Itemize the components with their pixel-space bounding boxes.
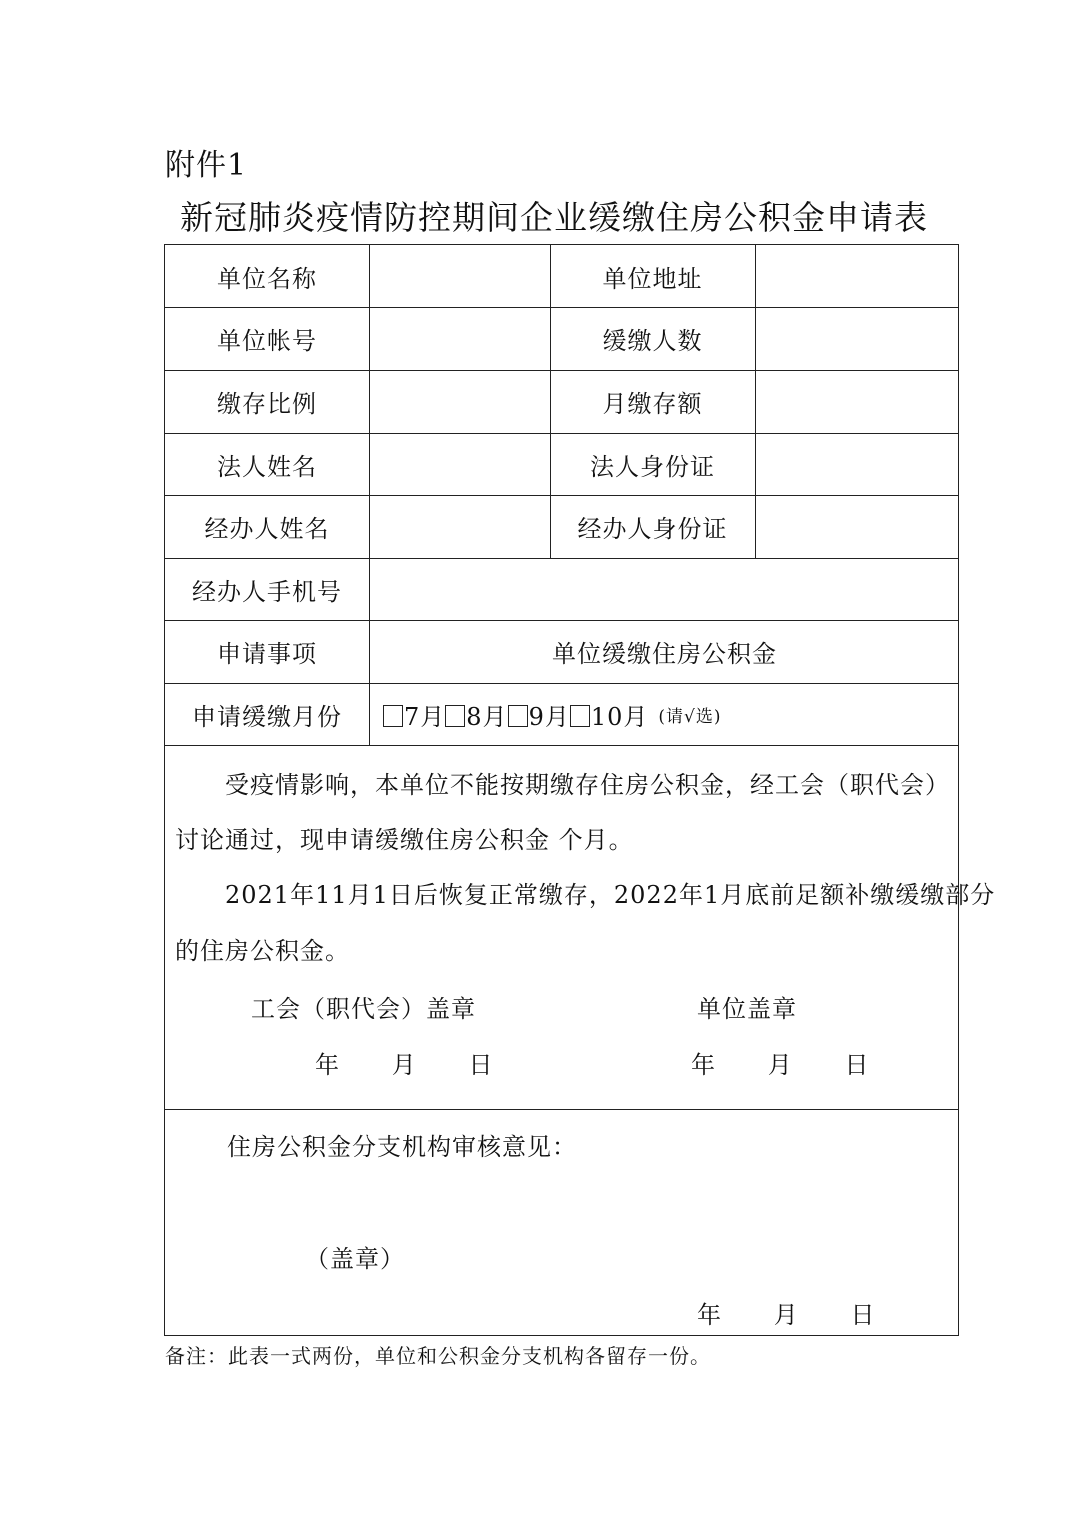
label-contribution-ratio: 缴存比例: [217, 390, 317, 418]
application-form-table: [164, 244, 996, 1336]
union-seal-label: 工会（职代会）盖章: [251, 995, 476, 1023]
label-application-item: 申请事项: [217, 640, 317, 668]
field-legal-rep-name[interactable]: [369, 433, 550, 495]
label-unit-address: 单位地址: [602, 264, 703, 293]
field-monthly-amount[interactable]: [755, 370, 960, 433]
checkbox-month-7[interactable]: 7月: [383, 697, 445, 732]
review-date: 年 月 日: [697, 1301, 876, 1329]
checkbox-month-9[interactable]: 9月: [508, 697, 570, 732]
checkbox-month-10[interactable]: 10月: [570, 697, 649, 732]
label-handler-id: 经办人身份证: [577, 515, 728, 543]
footer-note: 备注：此表一式两份，单位和公积金分支机构各留存一份。: [165, 1344, 711, 1368]
unit-seal-date: 年 月 日: [691, 1051, 870, 1079]
field-handler-phone[interactable]: [369, 558, 960, 620]
form-title: 新冠肺炎疫情防控期间企业缓缴住房公积金申请表: [180, 198, 928, 237]
unit-seal-label: 单位盖章: [697, 995, 797, 1023]
checkbox-square-icon[interactable]: [383, 705, 403, 727]
field-unit-name[interactable]: [369, 245, 550, 307]
checkbox-month-8[interactable]: 8月: [445, 697, 507, 732]
label-handler-name: 经办人姓名: [204, 515, 330, 543]
attachment-label: 附件1: [165, 148, 248, 183]
field-unit-account[interactable]: [369, 307, 550, 370]
checkbox-square-icon[interactable]: [570, 705, 590, 727]
field-legal-rep-id[interactable]: [755, 433, 960, 495]
statement-line-2: 讨论通过，现申请缓缴住房公积金 个月。: [175, 826, 634, 854]
field-unit-address[interactable]: [755, 245, 960, 307]
statement-line-1: 受疫情影响，本单位不能按期缴存住房公积金，经工会（职代会）: [225, 771, 950, 799]
field-handler-id[interactable]: [755, 495, 960, 558]
select-hint: (请√选): [658, 706, 722, 727]
label-handler-phone: 经办人手机号: [192, 577, 342, 606]
label-deferred-months: 申请缓缴月份: [192, 702, 342, 731]
label-legal-rep-name: 法人姓名: [217, 452, 317, 481]
union-seal-date: 年 月 日: [315, 1051, 494, 1079]
review-opinion-label: 住房公积金分支机构审核意见：: [227, 1133, 577, 1161]
statement-line-3: 2021年11月1日后恢复正常缴存，2022年1月底前足额补缴缓缴部分: [225, 881, 996, 909]
checkbox-square-icon[interactable]: [445, 705, 465, 727]
label-deferred-count: 缓缴人数: [602, 327, 703, 355]
field-handler-name[interactable]: [369, 495, 550, 558]
label-monthly-amount: 月缴存额: [602, 390, 703, 418]
deferred-months-options: [383, 683, 960, 745]
field-deferred-count[interactable]: [755, 307, 960, 370]
field-contribution-ratio[interactable]: [369, 370, 550, 433]
statement-line-4: 的住房公积金。: [175, 937, 350, 965]
label-unit-account: 单位帐号: [217, 327, 317, 355]
checkbox-square-icon[interactable]: [508, 705, 528, 727]
label-unit-name: 单位名称: [217, 264, 317, 293]
label-legal-rep-id: 法人身份证: [590, 452, 715, 481]
field-application-item: 单位缓缴住房公积金: [552, 640, 777, 668]
review-seal-label: （盖章）: [305, 1245, 405, 1273]
